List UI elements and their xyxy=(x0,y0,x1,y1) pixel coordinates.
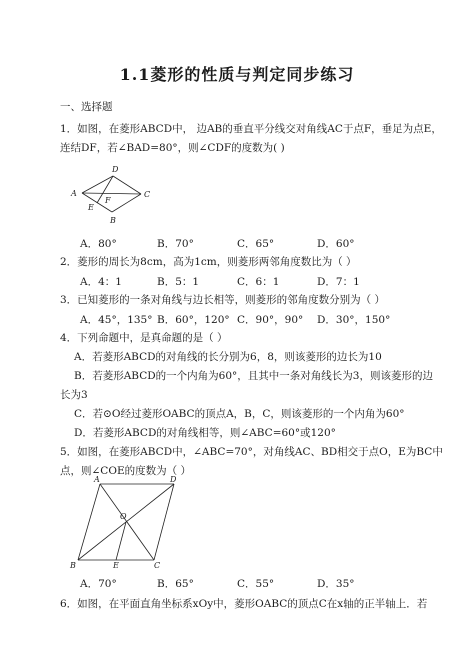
q4-stem: 4．下列命题中，是真命题的是（ ） xyxy=(60,332,228,344)
q5-side-ba xyxy=(78,484,100,560)
q1-option-c: C．65° xyxy=(237,238,275,250)
q2-option-b: B．5：1 xyxy=(157,276,200,288)
q1-diagonal-ac xyxy=(82,193,141,194)
q5-label-e: E xyxy=(113,561,119,570)
q2-stem: 2．菱形的周长为8cm，高为1cm，则菱形两邻角度数比为（ ） xyxy=(60,256,357,268)
q5-option-a: A．70° xyxy=(80,578,117,590)
q1-option-a: A．80° xyxy=(80,238,117,250)
q3-option-c: C．90°，90° xyxy=(237,314,304,326)
q4-option-d: D．若菱形ABCD的对角线相等，则∠ABC=60°或120° xyxy=(74,427,336,439)
section-heading: 一、选择题 xyxy=(60,101,113,113)
q5-stem-line2: 点，则∠COE的度数为（ ） xyxy=(60,465,191,477)
q2-option-c: C．6：1 xyxy=(237,276,280,288)
q4-option-a: A．若菱形ABCD的对角线的长分别为6，8，则该菱形的边长为10 xyxy=(74,351,382,363)
q2-option-d: D．7：1 xyxy=(317,276,360,288)
q1-figure xyxy=(68,160,158,232)
q1-option-b: B．70° xyxy=(157,238,194,250)
q5-side-dc xyxy=(154,484,174,560)
q5-option-c: C．55° xyxy=(237,578,275,590)
q5-label-c: C xyxy=(154,561,161,570)
q1-stem-line1: 1．如图，在菱形ABCD中， 边AB的垂直平分线交对角线AC于点F，垂足为点E， xyxy=(60,123,442,135)
q3-stem: 3．已知菱形的一条对角线与边长相等，则菱形的邻角度数分别为（ ） xyxy=(60,294,386,306)
q5-segment-oe xyxy=(116,522,126,560)
q5-stem-line1: 5．如图，在菱形ABCD中，∠ABC=70°，对角线AC、BD相交于点O，E为BC中 xyxy=(60,446,443,458)
q1-label-c: C xyxy=(144,190,151,199)
q3-option-d: D．30°，150° xyxy=(317,314,391,326)
q5-label-a: A xyxy=(94,476,100,484)
q5-label-b: B xyxy=(70,561,76,570)
q5-diagonal-ac xyxy=(100,484,154,560)
q3-option-b: B．60°，120° xyxy=(157,314,230,326)
q6-stem: 6．如图，在平面直角坐标系xOy中，菱形OABC的顶点C在x轴的正半轴上．若 xyxy=(60,598,428,610)
q1-label-d: D xyxy=(112,165,119,174)
q5-option-b: B．65° xyxy=(157,578,194,590)
q1-option-d: D．60° xyxy=(317,238,355,250)
q1-perp-bisector xyxy=(97,193,103,203)
q1-label-b: B xyxy=(110,216,116,225)
q5-figure xyxy=(66,476,186,570)
q2-option-a: A．4：1 xyxy=(80,276,122,288)
q5-option-d: D．35° xyxy=(317,578,355,590)
q3-option-a: A．45°，135° xyxy=(80,314,153,326)
q1-side-bc xyxy=(112,194,141,212)
q4-option-c: C．若⊙O经过菱形OABC的顶点A，B，C，则该菱形的一个内角为60° xyxy=(74,408,405,420)
q1-label-e: E xyxy=(88,203,94,212)
q5-label-d: D xyxy=(170,476,177,484)
q1-label-f: F xyxy=(105,196,111,205)
q1-stem-line2: 连结DF，若∠BAD=80°，则∠CDF的度数为( ) xyxy=(60,142,285,154)
page-title: 1.1菱形的性质与判定同步练习 xyxy=(119,65,355,84)
q1-label-a: A xyxy=(71,189,77,198)
q4-option-b-line1: B．若菱形ABCD的一个内角为60°，且其中一条对角线长为3，则该菱形的边 xyxy=(74,370,433,382)
q4-option-b-line2: 长为3 xyxy=(60,389,88,401)
q1-side-cd xyxy=(113,176,141,194)
q5-label-o: O xyxy=(120,512,127,521)
